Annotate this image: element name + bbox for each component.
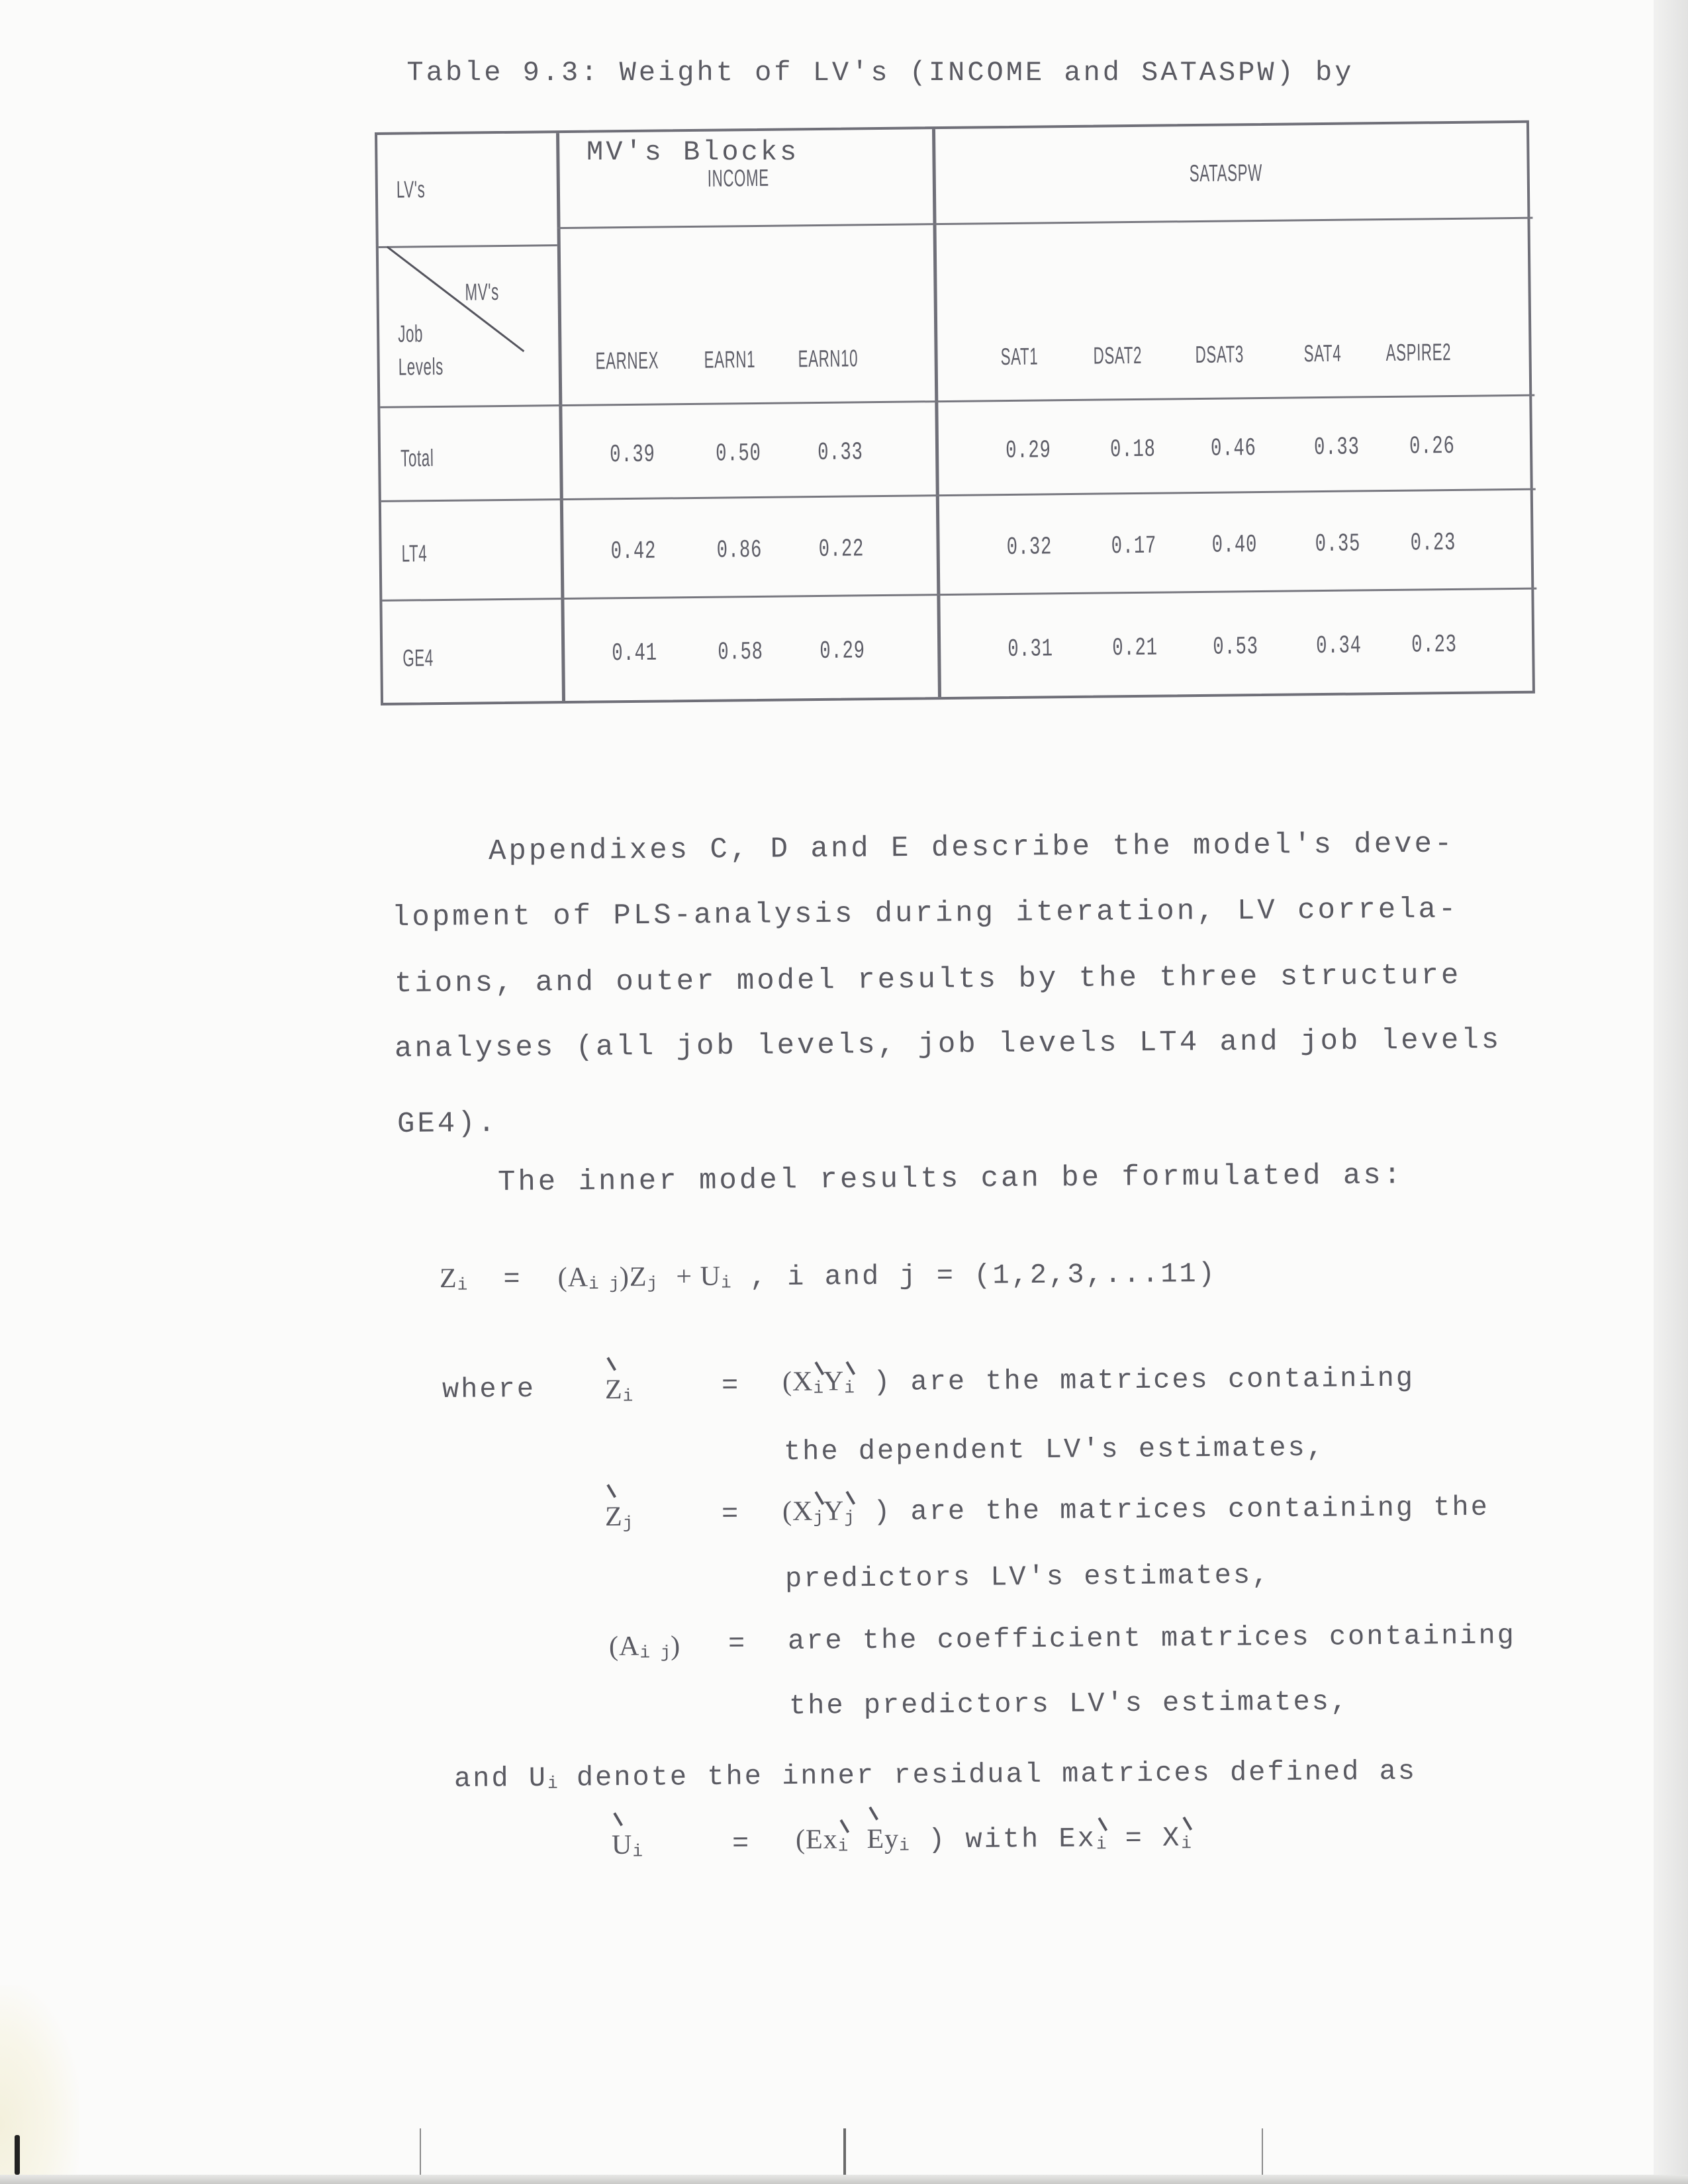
table-cell: 0.58 (718, 637, 764, 667)
scan-edge-bottom (0, 2175, 1688, 2184)
caption-line-1: Table 9.3: Weight of LV's (INCOME and SATASPW) by (406, 57, 1354, 89)
def-zj-symbol: $Z_j$ (604, 1501, 633, 1533)
row-label: LT4 (401, 539, 428, 567)
table-cell: 0.33 (817, 438, 863, 468)
table-cell: 0.39 (609, 440, 655, 470)
table-cell: 0.21 (1112, 633, 1158, 663)
table-hrule (933, 217, 1532, 225)
table-cell: 0.33 (1313, 433, 1360, 463)
column-header: ASPIRE2 (1385, 338, 1452, 367)
table-cell: 0.31 (1008, 635, 1054, 664)
def-zj-text-2: predictors LV's estimates, (784, 1559, 1271, 1595)
column-header: EARN1 (704, 345, 756, 373)
def-aij-text: are the coefficient matrices containing (787, 1619, 1517, 1657)
header-job-2: Levels (398, 352, 444, 381)
scan-tick (420, 2128, 421, 2175)
table-cell: 0.18 (1109, 435, 1156, 465)
table-cell: 0.86 (716, 535, 763, 565)
column-header: SAT4 (1303, 339, 1342, 367)
header-income: INCOME (707, 163, 769, 192)
table-cell: 0.32 (1006, 533, 1053, 563)
column-header: SAT1 (1000, 342, 1039, 371)
scan-tick (1262, 2128, 1263, 2175)
weights-table (375, 120, 1535, 705)
def-ui-eq: = (731, 1827, 751, 1860)
paragraph-line: tions, and outer model results by the three structure (394, 959, 1462, 1001)
table-cell: 0.17 (1111, 531, 1157, 561)
table-cell: 0.50 (715, 439, 761, 469)
table-cell: 0.29 (820, 637, 866, 666)
def-zj-eq: = (721, 1498, 741, 1530)
paragraph-line: lopment of PLS-analysis during iteration, LV correla- (391, 893, 1459, 934)
column-header: DSAT2 (1093, 341, 1143, 369)
table-cell: 0.26 (1409, 432, 1455, 461)
def-zi-symbol: $Z_i$ (604, 1374, 633, 1406)
def-zi-text-2: the dependent LV's estimates, (783, 1432, 1326, 1468)
table-hrule (379, 244, 557, 248)
table-cell: 0.40 (1211, 531, 1258, 560)
where-label: where (442, 1373, 536, 1406)
row-label: GE4 (402, 644, 434, 672)
inner-model-equation: $Z_i = (A_{i j})Z_j + U_i$ , i and j = (1,2,3,...11) (439, 1257, 1217, 1296)
def-zi-text: ($X_iY_i$ ) are the matrices containing (782, 1362, 1415, 1398)
scan-tick (843, 2128, 846, 2175)
table-vrule (932, 129, 941, 697)
paragraph-line: GE4). (397, 1107, 498, 1141)
paragraph-line: The inner model results can be formulated as: (497, 1159, 1404, 1199)
table-hrule (557, 223, 933, 229)
def-ui-text: ($Ex_i$ $Ey_i$ ) with $Ex_i = X_i$ (795, 1822, 1192, 1856)
def-ui-symbol: $U_i$ (611, 1829, 643, 1862)
column-header: DSAT3 (1195, 340, 1244, 369)
header-lvs: LV's (396, 175, 426, 203)
paragraph-line: analyses (all job levels, job levels LT4 and job levels (394, 1023, 1502, 1066)
header-job-1: Job (397, 320, 424, 347)
column-header: EARNEX (595, 346, 659, 375)
def-zi-eq: = (721, 1369, 741, 1402)
residual-sentence: and $U_i$ denote the inner residual matrices defined as (453, 1755, 1417, 1795)
table-cell: 0.42 (610, 537, 657, 567)
table-cell: 0.23 (1411, 630, 1457, 660)
table-hrule (381, 488, 1536, 502)
header-mvs: MV's (465, 278, 500, 306)
row-label: Total (400, 444, 434, 472)
def-aij-eq: = (727, 1627, 747, 1660)
scan-mark (15, 2135, 20, 2175)
scan-smudge (0, 1985, 79, 2184)
table-cell: 0.29 (1005, 436, 1051, 466)
table-hrule (380, 394, 1534, 408)
def-aij-symbol: $(A_{i j})$ (608, 1631, 681, 1663)
column-header: EARN10 (798, 344, 859, 373)
table-cell: 0.41 (612, 639, 658, 668)
scan-edge-right (1654, 0, 1688, 2184)
table-cell: 0.35 (1315, 529, 1361, 559)
def-aij-text-2: the predictors LV's estimates, (788, 1686, 1350, 1722)
table-cell: 0.53 (1212, 633, 1258, 662)
table-cell: 0.34 (1315, 631, 1362, 661)
paragraph-line: Appendixes C, D and E describe the model's deve- (488, 827, 1455, 868)
table-cell: 0.22 (818, 535, 865, 565)
table-cell: 0.23 (1410, 528, 1456, 558)
table-vrule (556, 133, 565, 701)
table-hrule (382, 588, 1536, 602)
caption-line-2: MV's Blocks (586, 136, 800, 168)
def-zj-text: ($X_jY_j$ ) are the matrices containing the (782, 1491, 1490, 1528)
table-cell: 0.46 (1210, 434, 1256, 463)
header-sataspw: SATASPW (1189, 158, 1263, 187)
